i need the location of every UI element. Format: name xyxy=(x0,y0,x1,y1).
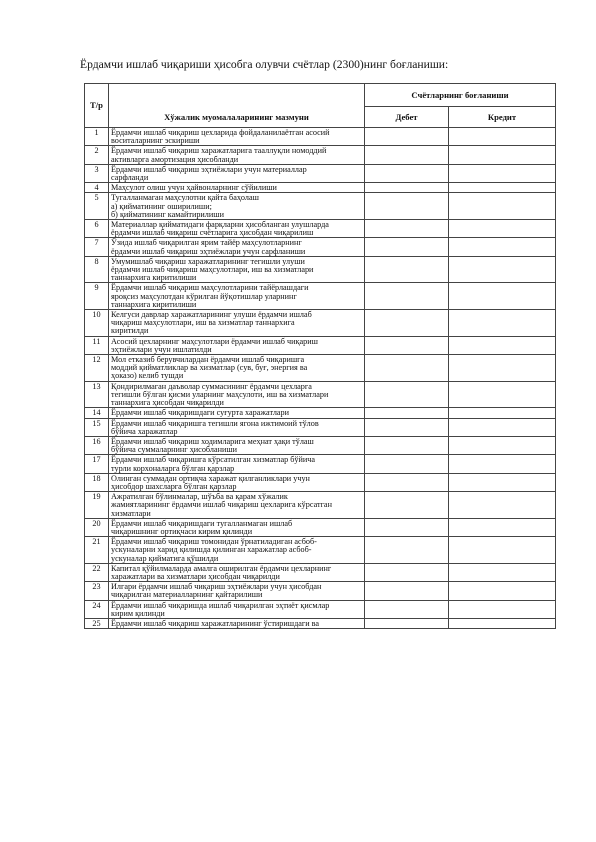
operation-description xyxy=(109,455,365,473)
operation-description xyxy=(109,164,365,182)
description-line: Қондирилмаган даъволар суммасининг ёрдамчи цехларга xyxy=(111,381,312,391)
credit-cell[interactable] xyxy=(449,436,556,454)
operation-description xyxy=(109,381,365,408)
description-line: таннархига киритилиши xyxy=(111,299,197,309)
operation-description xyxy=(109,336,365,354)
description-line: Ёрдамчи ишлаб чиқаришдаги тугалланмаган ишлаб xyxy=(111,518,293,528)
description-line: таннархига киритилиши xyxy=(111,273,197,283)
description-line: бўйича харажатлар xyxy=(111,426,178,436)
table-row xyxy=(85,408,556,418)
operation-description xyxy=(109,183,365,193)
row-number: 5 xyxy=(85,193,109,220)
credit-cell[interactable] xyxy=(449,310,556,337)
description-line: турли корхоналарга бўлган қарзлар xyxy=(111,463,235,473)
credit-cell[interactable] xyxy=(449,146,556,164)
description-line: ускуналарни харид қилишда қилинган харажатлар асбоб- xyxy=(111,545,312,555)
description-line: ёрдамчи ишлаб чиқариш эҳтиёжлари учун сарфланиши xyxy=(111,246,306,256)
description-line: Ёрдамчи ишлаб чиқаришга кўрсатилган хизматлар бўйича xyxy=(111,455,315,465)
table-row xyxy=(85,492,556,519)
operation-description xyxy=(109,256,365,283)
operation-description xyxy=(109,238,365,256)
row-number: 16 xyxy=(85,436,109,454)
debit-cell[interactable] xyxy=(365,193,449,220)
description-line: хизматлари xyxy=(111,508,151,518)
description-line: таннархига ҳисобдан чиқарилди xyxy=(111,398,224,408)
operation-description xyxy=(109,193,365,220)
description-line: кирим қилинди xyxy=(111,608,165,618)
operation-description xyxy=(109,518,365,536)
credit-cell[interactable] xyxy=(449,238,556,256)
credit-cell[interactable] xyxy=(449,582,556,600)
description-line: Ёрдамчи ишлаб чиқаришга тегишли ягона ижтимоий тўлов xyxy=(111,418,319,428)
debit-cell[interactable] xyxy=(365,492,449,519)
description-line: эҳтиёжлари учун ишлатилди xyxy=(111,344,212,354)
operation-description xyxy=(109,582,365,600)
row-number: 7 xyxy=(85,238,109,256)
credit-cell[interactable] xyxy=(449,600,556,618)
debit-cell[interactable] xyxy=(365,455,449,473)
debit-cell[interactable] xyxy=(365,183,449,193)
description-line: Тугалланмаган маҳсулотни қайта баҳолаш xyxy=(111,193,259,203)
row-number: 10 xyxy=(85,310,109,337)
row-number: 12 xyxy=(85,355,109,382)
row-number: 17 xyxy=(85,455,109,473)
table-row xyxy=(85,128,556,146)
description-line: чиқаришнинг ортиқчаси кирим қилинди xyxy=(111,526,253,536)
description-line: Асосий цехларнинг маҳсулотлари ёрдамчи ишлаб чиқариш xyxy=(111,336,318,346)
table-row xyxy=(85,600,556,618)
description-line: Келгуси даврлар харажатларининг улуши ёрдамчи ишлаб xyxy=(111,310,312,320)
operation-description xyxy=(109,473,365,491)
operation-description xyxy=(109,618,365,628)
description-line: б) қийматининг камайтирилиши xyxy=(111,209,224,219)
operation-description xyxy=(109,418,365,436)
accounts-table xyxy=(84,83,556,629)
operation-description xyxy=(109,146,365,164)
credit-cell[interactable] xyxy=(449,492,556,519)
row-number: 25 xyxy=(85,618,109,628)
credit-cell[interactable] xyxy=(449,381,556,408)
debit-cell[interactable] xyxy=(365,408,449,418)
description-line: моддий қийматликлар ва хизматлар (сув, буғ, энергия ва xyxy=(111,363,308,373)
credit-cell[interactable] xyxy=(449,537,556,564)
description-line: Ёрдамчи ишлаб чиқариш харажатларига тааллуқли номоддий xyxy=(111,146,327,156)
credit-cell[interactable] xyxy=(449,455,556,473)
operation-description xyxy=(109,355,365,382)
description-line: Умумишлаб чиқариш харажатларининг тегишли улуши xyxy=(111,256,305,266)
credit-cell[interactable] xyxy=(449,183,556,193)
table-row xyxy=(85,537,556,564)
row-number: 24 xyxy=(85,600,109,618)
column-header-accounts: Счётларнинг боғланиши xyxy=(365,84,556,107)
description-line: ҳисобдор шахсларга бўлган қарзлар xyxy=(111,481,237,491)
table-row xyxy=(85,146,556,164)
description-line: чиқариш маҳсулотлари, иш ва хизматлар таннархига xyxy=(111,318,295,328)
credit-cell[interactable] xyxy=(449,418,556,436)
description-line: Ажратилган бўлинмалар, шўъба ва қарам хўжалик xyxy=(111,492,288,502)
description-line: Материаллар қийматидаги фарқларни ҳисобланган улушларда xyxy=(111,220,329,230)
credit-cell[interactable] xyxy=(449,283,556,310)
table-row xyxy=(85,336,556,354)
operation-description xyxy=(109,492,365,519)
description-line: Ўзида ишлаб чиқарилган ярим тайёр маҳсулотларнинг xyxy=(111,238,302,248)
row-number: 20 xyxy=(85,518,109,536)
description-line: Ёрдамчи ишлаб чиқариш томонидан ўрнатиладиган асбоб- xyxy=(111,537,317,547)
description-line: Илгари ёрдамчи ишлаб чиқариш эҳтиёжлари учун ҳисобдан xyxy=(111,582,322,592)
operation-description xyxy=(109,283,365,310)
credit-cell[interactable] xyxy=(449,408,556,418)
description-line: жамиятларининг ёрдамчи ишлаб чиқариш цехларига кўрсатган xyxy=(111,500,332,510)
row-number: 18 xyxy=(85,473,109,491)
document-title: Ёрдамчи ишлаб чиқариши ҳисобга олувчи счётлар (2300)нинг боғланиши: xyxy=(80,58,449,71)
debit-cell[interactable] xyxy=(365,436,449,454)
column-header-description: Хўжалик муомалаларининг мазмуни xyxy=(109,84,365,128)
debit-cell[interactable] xyxy=(365,618,449,628)
description-line: Капитал қўйилмаларда амалга оширилган ёрдамчи цехларнинг xyxy=(111,563,332,573)
debit-cell[interactable] xyxy=(365,310,449,337)
debit-cell[interactable] xyxy=(365,537,449,564)
debit-cell[interactable] xyxy=(365,336,449,354)
table-row xyxy=(85,183,556,193)
description-line: Олинган суммадан ортиқча харажат қилганликлари учун xyxy=(111,473,310,483)
row-number: 6 xyxy=(85,220,109,238)
operation-description xyxy=(109,563,365,581)
description-line: воситаларнинг эскириши xyxy=(111,136,200,146)
credit-cell[interactable] xyxy=(449,256,556,283)
row-number: 2 xyxy=(85,146,109,164)
debit-cell[interactable] xyxy=(365,381,449,408)
operation-description xyxy=(109,600,365,618)
table-row xyxy=(85,518,556,536)
credit-cell[interactable] xyxy=(449,563,556,581)
table-row xyxy=(85,220,556,238)
row-number: 9 xyxy=(85,283,109,310)
row-number: 4 xyxy=(85,183,109,193)
table-row xyxy=(85,193,556,220)
description-line: Ёрдамчи ишлаб чиқариш ходимларига меҳнат ҳақи тўлаш xyxy=(111,436,314,446)
table-row xyxy=(85,473,556,491)
credit-cell[interactable] xyxy=(449,336,556,354)
row-number: 21 xyxy=(85,537,109,564)
credit-cell[interactable] xyxy=(449,164,556,182)
debit-cell[interactable] xyxy=(365,355,449,382)
debit-cell[interactable] xyxy=(365,418,449,436)
row-number: 14 xyxy=(85,408,109,418)
description-line: тегишли бўлган қисми уларнинг маҳсулоти, иш ва хизматлари xyxy=(111,389,329,399)
description-line: Мол етказиб берувчилардан ёрдамчи ишлаб чиқаришга xyxy=(111,355,305,365)
table-row xyxy=(85,256,556,283)
row-number: 8 xyxy=(85,256,109,283)
table-row xyxy=(85,436,556,454)
credit-cell[interactable] xyxy=(449,518,556,536)
operation-description xyxy=(109,310,365,337)
debit-cell[interactable] xyxy=(365,238,449,256)
description-line: Ёрдамчи ишлаб чиқаришдаги суғурта харажатлари xyxy=(111,408,290,418)
description-line: а) қийматининг оширилиши; xyxy=(111,201,212,211)
debit-cell[interactable] xyxy=(365,563,449,581)
debit-cell[interactable] xyxy=(365,582,449,600)
operation-description xyxy=(109,436,365,454)
debit-cell[interactable] xyxy=(365,283,449,310)
row-number: 19 xyxy=(85,492,109,519)
description-line: Ёрдамчи ишлаб чиқариш маҳсулотларини тайёрлашдаги xyxy=(111,283,309,293)
debit-cell[interactable] xyxy=(365,600,449,618)
description-line: сарфланди xyxy=(111,173,149,183)
description-line: ускуналар қийматига қўшилди xyxy=(111,553,219,563)
table-row xyxy=(85,563,556,581)
row-number: 11 xyxy=(85,336,109,354)
debit-cell[interactable] xyxy=(365,128,449,146)
column-header-credit: Кредит xyxy=(449,107,556,128)
column-header-debit: Дебет xyxy=(365,107,449,128)
operation-description xyxy=(109,128,365,146)
debit-cell[interactable] xyxy=(365,164,449,182)
description-line: Ёрдамчи ишлаб чиқаришда ишлаб чиқарилган эҳтиёт қисмлар xyxy=(111,600,330,610)
operation-description xyxy=(109,220,365,238)
description-line: ёрдамчи ишлаб чиқариш счётларига ҳисобдан чиқарилиш xyxy=(111,228,314,238)
description-line: Ёрдамчи ишлаб чиқариш цехларида фойдаланилаётган асосий xyxy=(111,128,330,137)
table-row xyxy=(85,238,556,256)
description-line: ёрдамчи ишлаб чиқариш маҳсулотлари, иш ва хизматлари xyxy=(111,265,314,275)
row-number: 3 xyxy=(85,164,109,182)
description-line: Ёрдамчи ишлаб чиқариш харажатларининг ўстиришдаги ва xyxy=(111,618,320,628)
credit-cell[interactable] xyxy=(449,355,556,382)
table-row xyxy=(85,164,556,182)
credit-cell[interactable] xyxy=(449,193,556,220)
description-line: Ёрдамчи ишлаб чиқариш эҳтиёжлари учун материаллар xyxy=(111,164,307,174)
operation-description xyxy=(109,537,365,564)
description-line: харажатлари ва хизматлари ҳисобдан чиқарилди xyxy=(111,571,280,581)
debit-cell[interactable] xyxy=(365,220,449,238)
description-line: яроқсиз маҳсулотдан кўрилган йўқотишлар уларнинг xyxy=(111,291,297,301)
credit-cell[interactable] xyxy=(449,128,556,146)
table-body xyxy=(85,128,556,629)
description-line: Маҳсулот олиш учун ҳайвонларнинг сўйилиши xyxy=(111,183,277,193)
table-row xyxy=(85,455,556,473)
credit-cell[interactable] xyxy=(449,618,556,628)
debit-cell[interactable] xyxy=(365,518,449,536)
table-row xyxy=(85,582,556,600)
row-number: 1 xyxy=(85,128,109,146)
description-line: киритилди xyxy=(111,326,149,336)
operation-description xyxy=(109,408,365,418)
table-row xyxy=(85,381,556,408)
description-line: ҳоказо) келиб тушди xyxy=(111,371,184,381)
table-row xyxy=(85,355,556,382)
description-line: бўйича суммаларнинг ҳисобланиши xyxy=(111,445,238,455)
table-row xyxy=(85,418,556,436)
debit-cell[interactable] xyxy=(365,473,449,491)
debit-cell[interactable] xyxy=(365,256,449,283)
row-number: 22 xyxy=(85,563,109,581)
row-number: 15 xyxy=(85,418,109,436)
credit-cell[interactable] xyxy=(449,473,556,491)
debit-cell[interactable] xyxy=(365,146,449,164)
description-line: активларга амортизация ҳисобланди xyxy=(111,154,239,164)
description-line: чиқарилган материалларнинг қайтарилиши xyxy=(111,590,263,600)
table-row xyxy=(85,310,556,337)
row-number: 13 xyxy=(85,381,109,408)
credit-cell[interactable] xyxy=(449,220,556,238)
row-number: 23 xyxy=(85,582,109,600)
column-header-number: Т/р xyxy=(85,84,109,128)
table-row xyxy=(85,283,556,310)
table-row xyxy=(85,618,556,628)
